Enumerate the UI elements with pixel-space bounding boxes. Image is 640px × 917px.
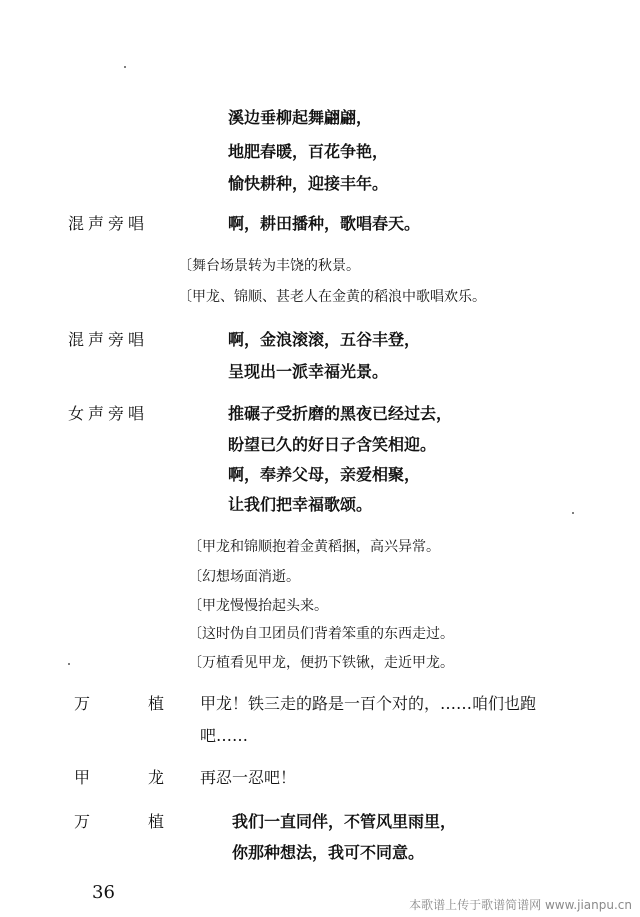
speaker-name-char: 万 (74, 694, 91, 713)
dialogue-line: 再忍一忍吧！ (200, 768, 297, 787)
speaker-label: 混声旁唱 (68, 330, 149, 349)
scan-speck (124, 66, 126, 68)
scan-speck (68, 663, 70, 665)
dialogue-line: 你那种想法，我可不同意。 (232, 843, 425, 862)
sung-line: 啊，金浪滚滚，五谷丰登， (228, 330, 421, 349)
stage-direction: 〔舞台场景转为丰饶的秋景。 (178, 258, 360, 274)
stage-direction: 〔甲龙和锦顺抱着金黄稻捆，高兴异常。 (188, 539, 440, 555)
speaker-label: 女声旁唱 (68, 404, 149, 423)
dialogue-line: 我们一直同伴，不管风里雨里， (232, 812, 457, 831)
sung-line: 推碾子受折磨的黑夜已经过去， (228, 404, 453, 423)
speaker-name-char: 万 (74, 812, 91, 831)
stage-direction: 〔幻想场面消逝。 (188, 569, 300, 585)
stage-direction: 〔甲龙、锦顺、甚老人在金黄的稻浪中歌唱欢乐。 (178, 289, 486, 305)
sung-line: 呈现出一派幸福光景。 (228, 362, 389, 381)
verse-line: 地肥春暖，百花争艳， (228, 142, 389, 161)
stage-direction: 〔甲龙慢慢抬起头来。 (188, 598, 328, 614)
sung-line: 让我们把幸福歌颂。 (228, 495, 373, 514)
stage-direction: 〔万植看见甲龙，便扔下铁锹，走近甲龙。 (188, 655, 454, 671)
scan-speck (572, 512, 574, 514)
speaker-label: 混声旁唱 (68, 214, 149, 233)
dialogue-line: 吧…… (200, 726, 249, 745)
sung-line: 啊，奉养父母，亲爱相聚， (228, 465, 421, 484)
speaker-name-char: 植 (148, 694, 165, 713)
speaker-name-char: 甲 (74, 768, 91, 787)
stage-direction: 〔这时伪自卫团员们背着笨重的东西走过。 (188, 626, 454, 642)
verse-line: 溪边垂柳起舞翩翩， (228, 108, 373, 127)
watermark-text: 本歌谱上传于歌谱简谱网 www.jianpu.cn (409, 898, 632, 912)
speaker-name-char: 植 (148, 812, 165, 831)
sung-line: 盼望已久的好日子含笑相迎。 (228, 435, 437, 454)
verse-line: 愉快耕种，迎接丰年。 (228, 174, 389, 193)
dialogue-line: 甲龙！铁三走的路是一百个对的，……咱们也跑 (200, 694, 537, 713)
sung-line: 啊，耕田播种，歌唱春天。 (228, 214, 421, 233)
page-number: 36 (92, 882, 115, 903)
speaker-name-char: 龙 (148, 768, 165, 787)
